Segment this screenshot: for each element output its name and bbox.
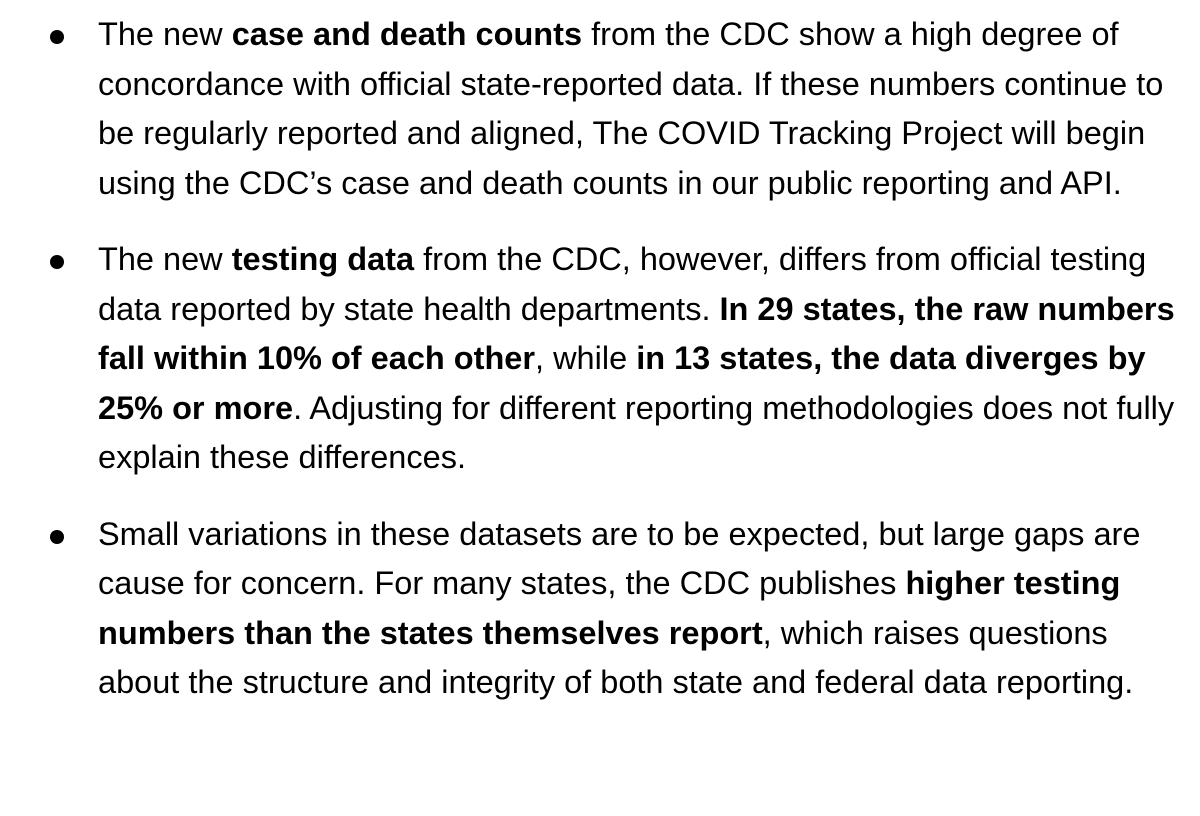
- bullet-dot-icon: [50, 30, 64, 44]
- bold-text-segment: higher testing numbers than the states themselves report: [98, 565, 1121, 651]
- text-segment: The new: [98, 16, 232, 52]
- bold-text-segment: testing data: [231, 241, 415, 277]
- bullet-text: [98, 10, 1186, 208]
- bullet-text: [98, 510, 1186, 708]
- bullet-item-testing-data: [0, 235, 1200, 483]
- bold-text-segment: in 13 states, the data diverges by 25% or more: [98, 340, 1146, 426]
- bold-text-segment: case and death counts: [231, 16, 583, 52]
- text-segment: . Adjusting for different reporting methodologies does not fully explain these differences.: [98, 389, 1175, 475]
- bullet-dot-icon: [50, 530, 64, 544]
- bold-text-segment: In 29 states, the raw numbers fall within 10% of each other: [98, 290, 1175, 376]
- bullet-text: [98, 235, 1186, 483]
- bullet-item-small-variations: [0, 510, 1200, 708]
- text-segment: from the CDC, however, differs from official testing data reported by state health departments.: [98, 241, 1147, 327]
- text-segment: The new: [98, 241, 232, 277]
- bullet-dot-icon: [50, 255, 64, 269]
- text-segment: , which raises questions about the structure and integrity of both state and federal data reporting.: [98, 614, 1134, 700]
- bullet-list: [0, 10, 1200, 708]
- text-segment: , while: [535, 340, 637, 376]
- document-body: [0, 10, 1200, 708]
- bullet-item-case-death-counts: [0, 10, 1200, 208]
- text-segment: Small variations in these datasets are to be expected, but large gaps are cause for concern. For many states, the CDC publishes: [98, 515, 1141, 601]
- text-segment: from the CDC show a high degree of concordance with official state-reported data. If these numbers continue to be regularly reported and aligned, The COVID Tracking Project will begin using the CDC’s case and death counts in our public reporting and API.: [98, 16, 1164, 201]
